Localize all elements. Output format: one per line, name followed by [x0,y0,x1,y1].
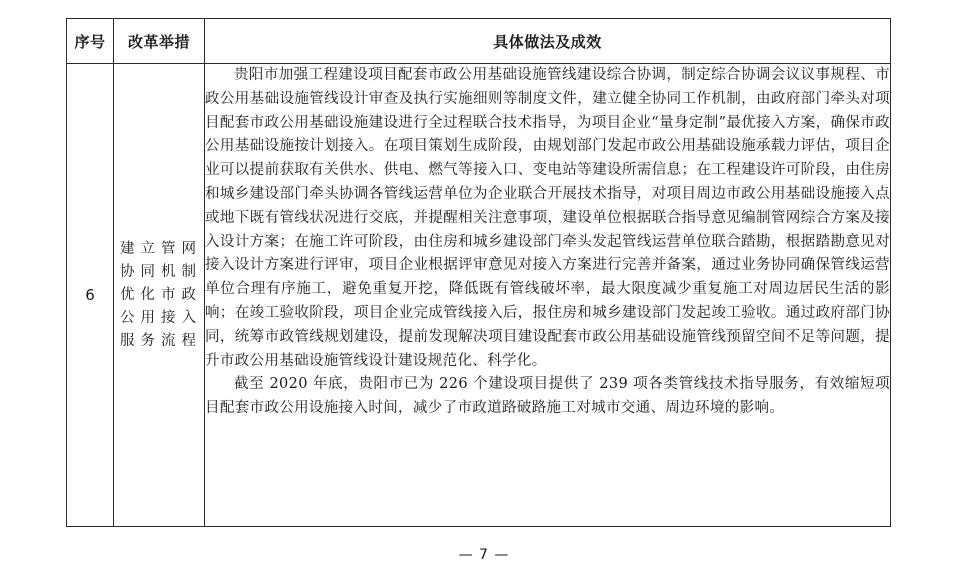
detail-paragraph-2: 截至 2020 年底，贵阳市已为 226 个建设项目提供了 239 项各类管线技术指导服务，有效缩短项目配套市政公用设施接入时间，减少了市政道路破路施工对城市交通、周边环境的影响。 [205,376,890,417]
header-serial-number: 序号 [67,19,114,64]
table-header-row [67,19,891,64]
header-detailed-practice: 具体做法及成效 [205,19,891,64]
page-number: — 7 — [458,547,510,563]
table-row [67,64,891,527]
reform-measures-table [66,18,891,527]
row-detail-cell [205,64,891,527]
row-measure-text: 建立管网协同机制优化市政公用接入服务流程 [120,240,198,349]
row-measure-cell [114,64,205,527]
row-serial-number: 6 [67,64,114,527]
header-reform-measure: 改革举措 [114,19,205,64]
detail-paragraph-1: 贵阳市加强工程建设项目配套市政公用基础设施管线建设综合协调，制定综合协调会议议事规程、市政公用基础设施管线设计审查及执行实施细则等制度文件，建立健全协同工作机制，由政府部门牵头对项目配套市政公用基础设施建设进行全过程联合技术指导，为项目企业“量身定制”最优接入方案，确保市政公用基础设施按计划接入。在项目策划生成阶段，由规划部门发起市政公用基础设施承载力评估，项目企业可以提前获取有关供水、供电、燃气等接入口、变电站等建设所需信息；在工程建设许可阶段，由住房和城乡建设部门牵头协调各管线运营单位为企业联合开展技术指导，对项目周边市政公用基础设施接入点或地下既有管线状况进行交底，并提醒相关注意事项，建设单位根据联合指导意见编制管网综合方案及接入设计方案；在施工许可阶段，由住房和城乡建设部门牵头发起管线运营单位联合踏勘，根据踏勘意见对接入设计方案进行评审，项目企业根据评审意见对接入方案进行完善并备案，通过业务协同确保管线运营单位合理有序施工，避免重复开挖，降低既有管线破坏率，最大限度减少重复施工对周边居民生活的影响；在竣工验收阶段，项目企业完成管线接入后，报住房和城乡建设部门发起竣工验收。通过政府部门协同，统筹市政管线规划建设，提前发现解决项目建设配套市政公用基础设施管线预留空间不足等问题，提升市政公用基础设施管线设计建设规范化、科学化。 [205,67,890,369]
